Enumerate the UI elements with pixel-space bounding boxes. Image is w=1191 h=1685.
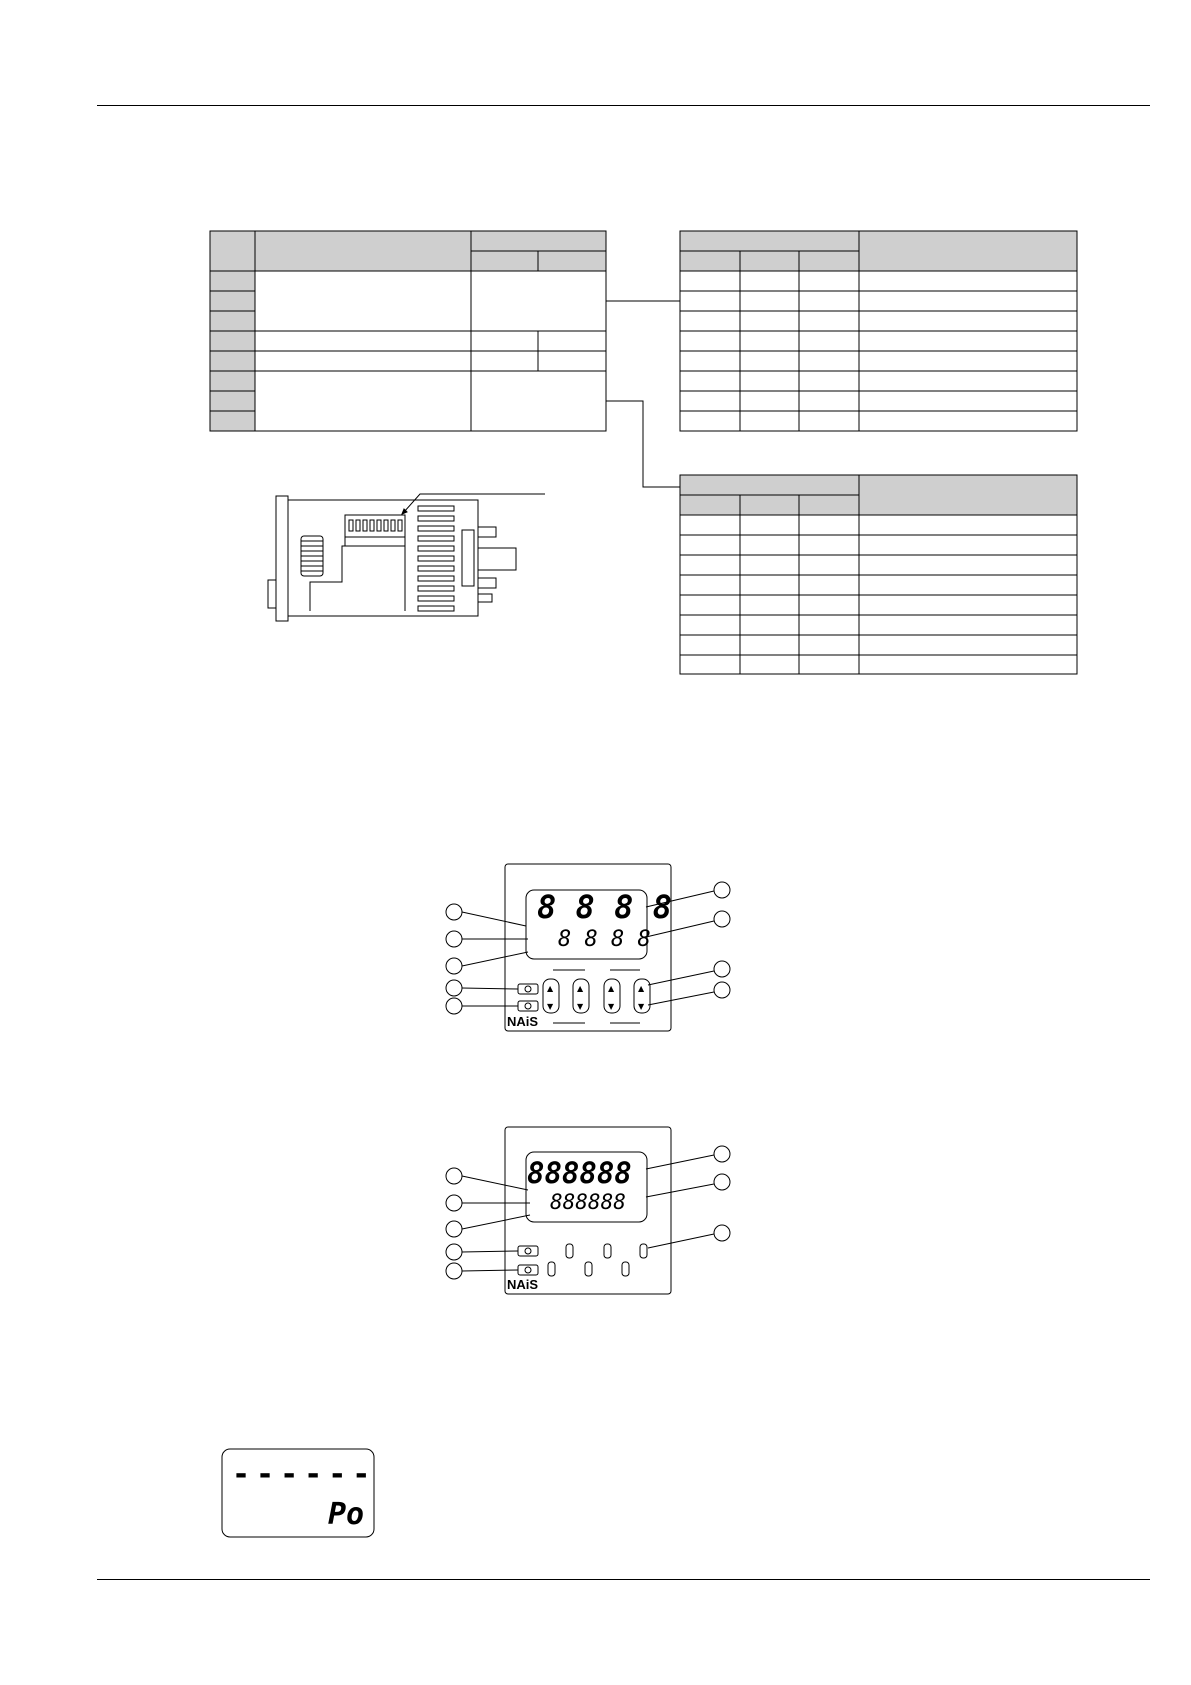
svg-text:888888: 888888 xyxy=(550,1190,626,1214)
svg-text:▼: ▼ xyxy=(638,1002,645,1011)
svg-text:▲: ▲ xyxy=(638,984,645,993)
front-panel-4digit xyxy=(505,864,672,1031)
setting-table-upper xyxy=(680,231,1077,431)
unit-side-view-drawing xyxy=(268,494,545,621)
svg-text:888888: 888888 xyxy=(527,1156,632,1190)
dip-switch-table xyxy=(210,231,606,431)
svg-text:▼: ▼ xyxy=(608,1002,615,1011)
power-on-bottom-row: Po xyxy=(328,1497,365,1532)
setting-table-lower xyxy=(680,475,1077,674)
svg-text:▼: ▼ xyxy=(547,1002,554,1011)
svg-text:▲: ▲ xyxy=(577,984,584,993)
table-connectors xyxy=(606,271,680,487)
front-panel-6digit xyxy=(505,1127,671,1294)
svg-text:8 8 8 8: 8 8 8 8 xyxy=(537,888,672,926)
upper-display-digits xyxy=(537,888,672,926)
brand-logo-6digit: NAiS xyxy=(507,1277,539,1292)
lower-display-digits xyxy=(558,927,651,952)
lower-display-digits-6 xyxy=(550,1190,626,1214)
power-on-display xyxy=(222,1449,376,1537)
brand-logo-4digit: NAiS xyxy=(507,1014,539,1029)
svg-text:8 8 8 8: 8 8 8 8 xyxy=(558,927,651,952)
svg-text:▼: ▼ xyxy=(577,1002,584,1011)
power-on-top-row: ------ xyxy=(232,1457,377,1492)
svg-text:▲: ▲ xyxy=(547,984,554,993)
svg-text:▲: ▲ xyxy=(608,984,615,993)
upper-display-digits-6 xyxy=(527,1156,632,1190)
